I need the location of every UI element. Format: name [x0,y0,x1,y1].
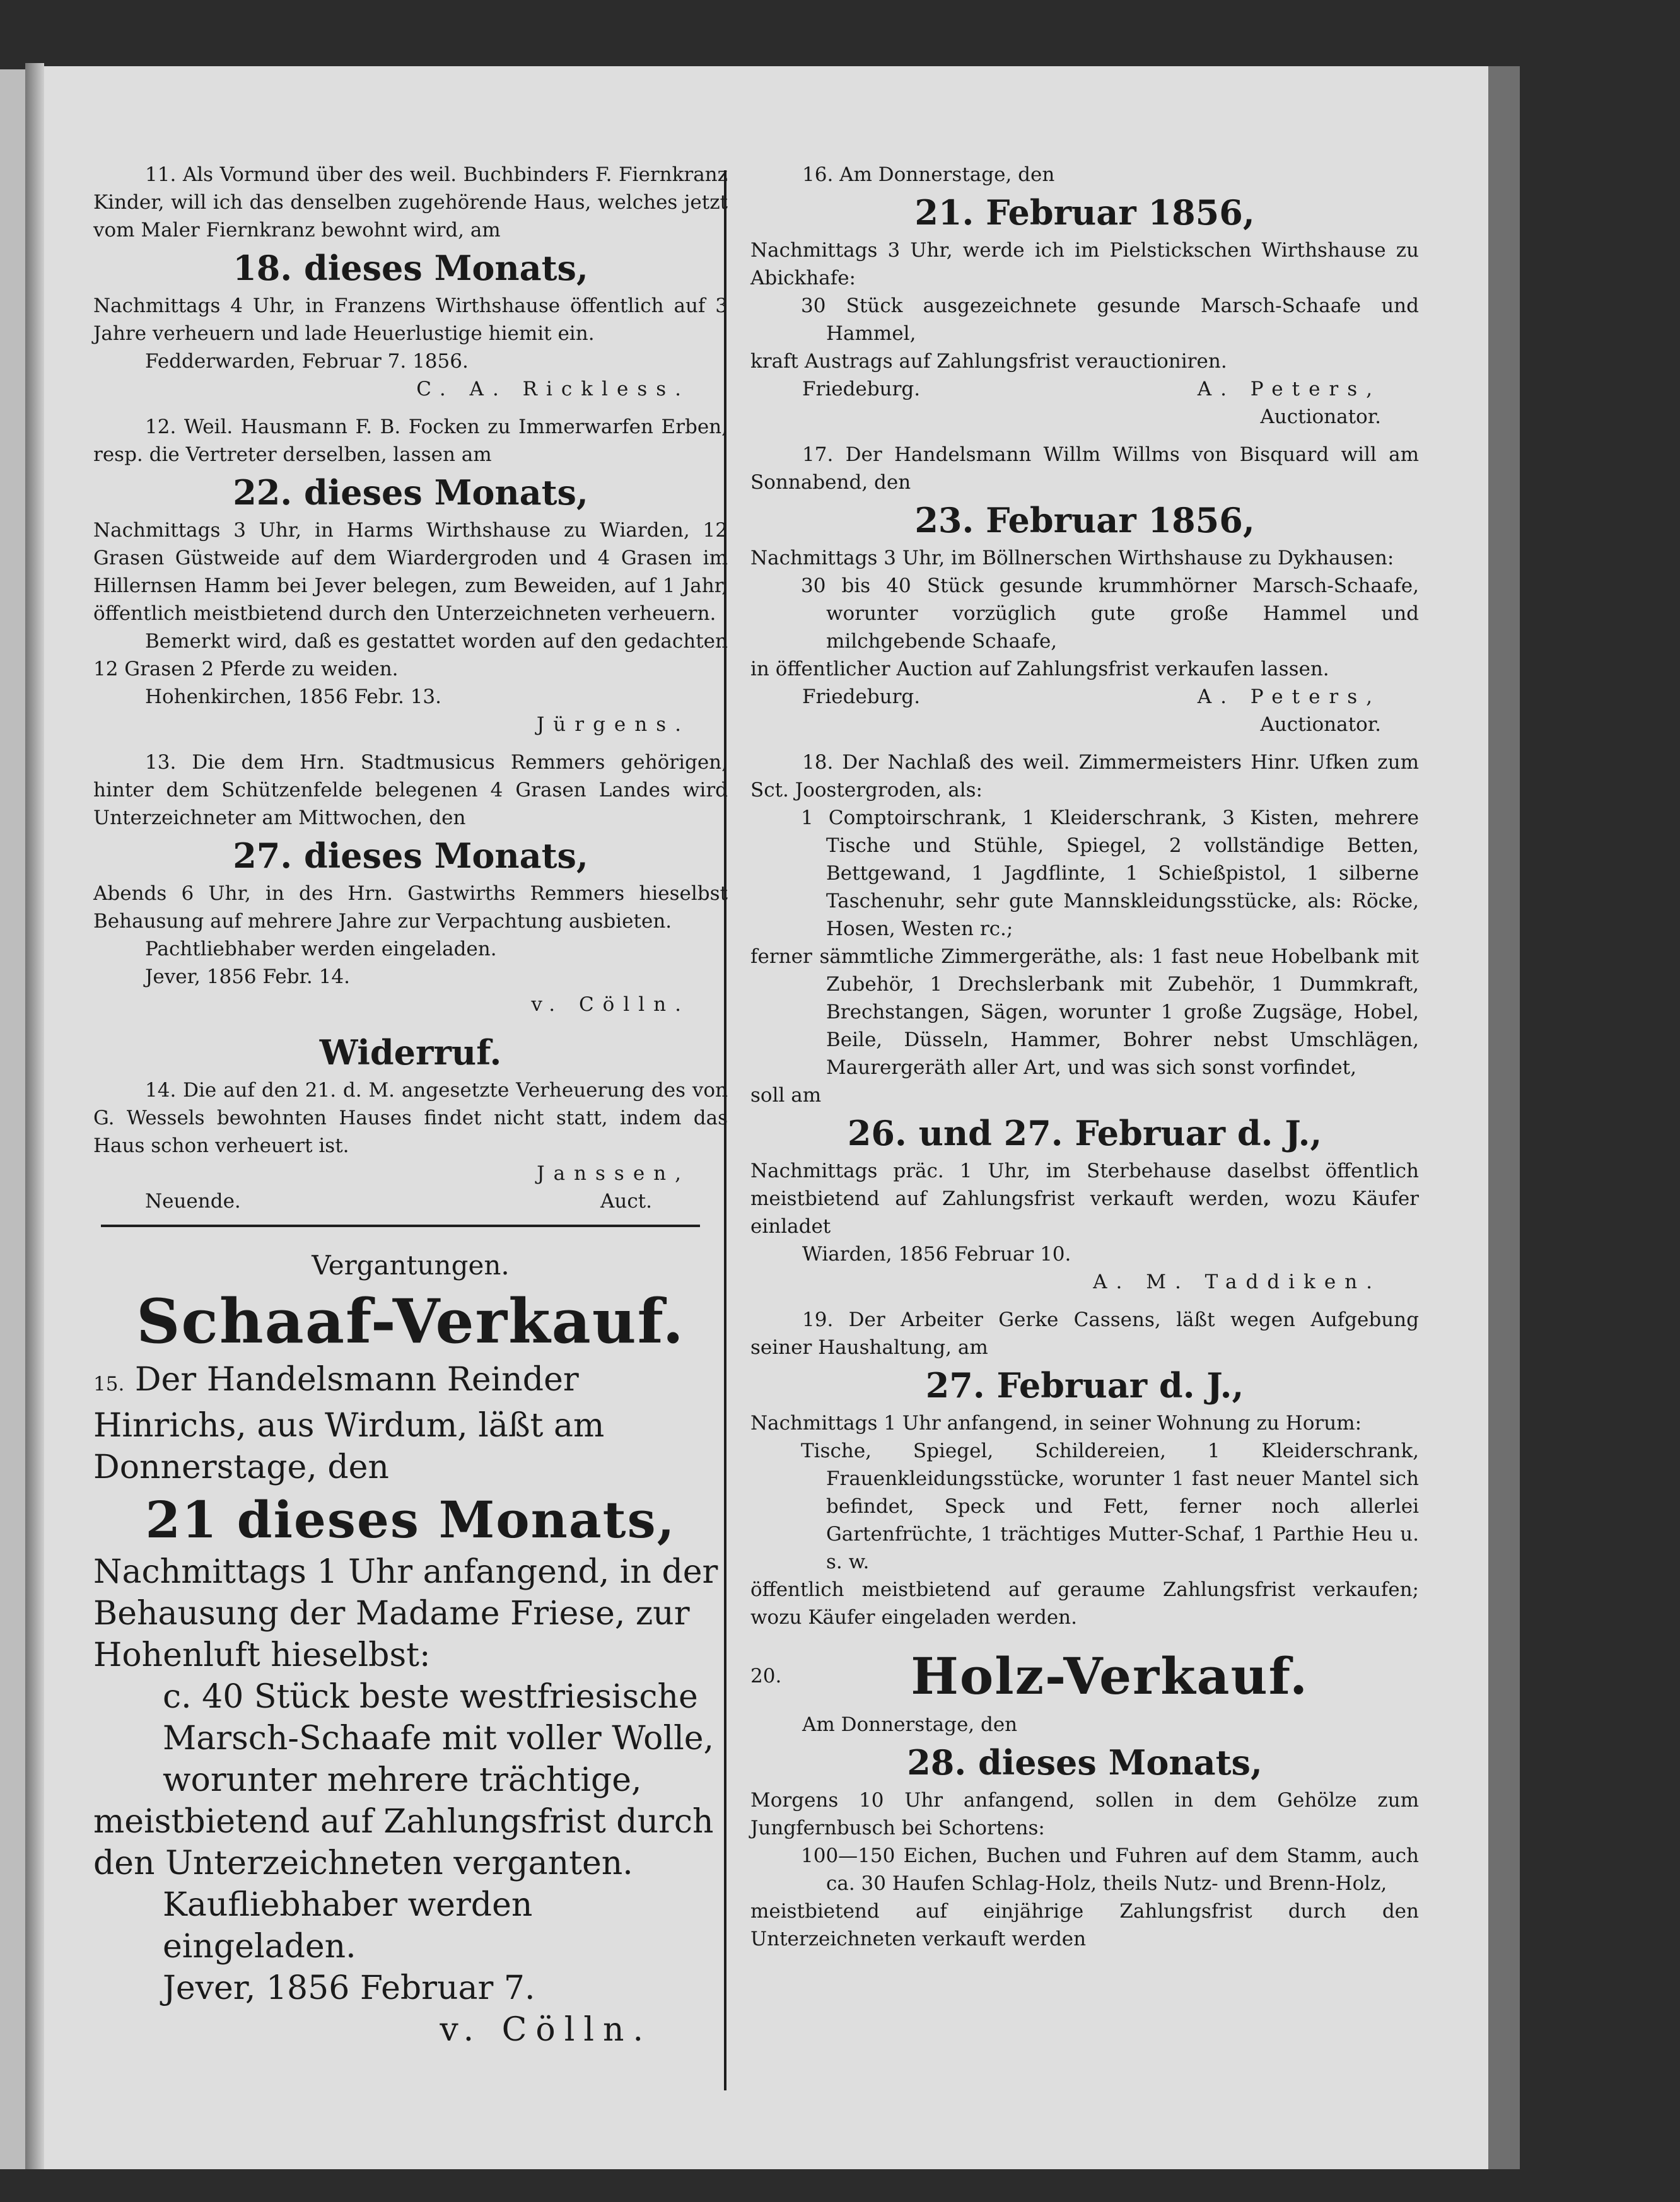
notice-16-text: 16. Am Donnerstage, den [802,163,1055,186]
right-column [750,161,1419,1953]
notice-17-footer [750,683,1419,711]
notice-19-text: 19. Der Arbeiter Gerke Cassens, läßt wegen Aufgebung seiner Haushaltung, am [750,1308,1419,1359]
schaaf-intro [93,1359,728,1488]
notice-12-body: Nachmittags 3 Uhr, in Harms Wirthshause zu Wiarden, 12 Grasen Güstweide auf dem Wiardergroden und 4 Grasen im Hillernsen Hamm bei Jever belegen, zum Beweiden, auf 1 Jahr, öffentlich meistbietend durch den Unterzeichneten verheuern. [93,519,728,625]
notice-12-note: Bemerkt wird, daß es gestattet worden auf den gedachten 12 Grasen 2 Pferde zu weiden. [93,630,728,680]
notice-12-signature: Jürgens. [536,713,690,736]
notice-16-date: 21. Februar 1856, [914,192,1255,233]
notice-12-text: 12. Weil. Hausmann F. B. Focken zu Immerwarfen Erben, resp. die Vertreter derselben, lassen am [93,416,728,466]
notice-18-body-2: Nachmittags präc. 1 Uhr, im Sterbehause daselbst öffentlich meistbietend auf Zahlungsfrist verkauft werden, wozu Käufer einladet [750,1160,1419,1238]
notice-11-place: Fedderwarden, Februar 7. 1856. [145,350,469,373]
notice-18-body: ferner sämmtliche Zimmergeräthe, als: 1 fast neue Hobelbank mit Zubehör, 1 Drechslerbank mit Zubehör, 1 Dummkraft, Brechstangen, Sägen, worunter 1 große Zugsäge, Hobel, Beile, Düsseln, Hammer, Bohrer nebst Umschlägen, Maurergeräth aller Art, und was sich sonst vorfindet, [750,945,1419,1079]
notice-16-signature: A. Peters, [1197,378,1381,400]
notice-20-body: Morgens 10 Uhr anfangend, sollen in dem Gehölze zum Jungfernbusch bei Schortens: [750,1789,1419,1839]
notice-17-signature: A. Peters, [1197,685,1381,708]
notice-13-date: 27. dieses Monats, [233,836,588,876]
holz-verkauf-heading: Holz-Verkauf. [911,1646,1309,1706]
schaaf-date: 21 dieses Monats, [145,1490,676,1549]
notice-11-signature: C. A. Rickless. [416,378,690,400]
notice-13-text: 13. Die dem Hrn. Stadtmusicus Remmers gehörigen, hinter dem Schützenfelde belegenen 4 Grasen Landes wird Unterzeichneter am Mittwochen, den [93,751,728,829]
notice-16-item: 30 Stück ausgezeichnete gesunde Marsch-Schaafe und Hammel, [801,294,1419,345]
schaaf-place: Jever, 1856 Februar 7. [163,1969,535,2007]
schaaf-body: Nachmittags 1 Uhr anfangend, in der Behausung der Madame Friese, zur Hohenluft hieselbst: [93,1553,718,1674]
notice-17-text: 17. Der Handelsmann Willm Willms von Bisquard will am Sonnabend, den [750,443,1419,494]
notice-19-body: Nachmittags 1 Uhr anfangend, in seiner Wohnung zu Horum: [750,1412,1362,1435]
notice-16-footer [750,375,1419,403]
notice-20-text: Am Donnerstage, den [802,1713,1018,1736]
notice-11-text: 11. Als Vormund über des weil. Buchbinders F. Fiernkranz Kinder, will ich das denselben zugehörende Haus, welches jetzt vom Maler Fiernkranz bewohnt wird, am [93,163,728,242]
notice-11-date: 18. dieses Monats, [233,248,588,288]
notice-17-place: Friedeburg. [802,685,921,708]
newspaper-page [44,66,1488,2169]
notice-17-body: Nachmittags 3 Uhr, im Böllnerschen Wirthshause zu Dykhausen: [750,547,1394,569]
notice-16-auctionator: Auctionator. [1260,405,1381,428]
book-gutter [25,63,44,2169]
notice-20-body-2: meistbietend auf einjährige Zahlungsfrist durch den Unterzeichneten verkauft werden [750,1900,1419,1950]
left-page-edge [0,69,25,2169]
schaaf-item: c. 40 Stück beste westfriesische Marsch-Schaafe mit voller Wolle, worunter mehrere trächtige, [163,1678,715,1799]
notice-19-item: Tische, Spiegel, Schildereien, 1 Kleiderschrank, Frauenkleidungsstücke, worunter 1 fast neuer Mantel sich befindet, Speck und Fett, ferner noch allerlei Gartenfrüchte, 1 trächtiges Mutter-Schaf, 1 Parthie Heu u. s. w. [801,1440,1419,1573]
page-edge [1488,66,1520,2169]
notice-17-date: 23. Februar 1856, [914,500,1255,540]
notice-18-pre: soll am [750,1084,822,1107]
schaaf-signature: v. Cölln. [440,2011,652,2049]
notice-18-date: 26. und 27. Februar d. J., [847,1113,1322,1153]
notice-16-body: Nachmittags 3 Uhr, werde ich im Pielstickschen Wirthshause zu Abickhafe: [750,239,1419,289]
notice-18-text: 18. Der Nachlaß des weil. Zimmermeisters Hinr. Ufken zum Sct. Joostergroden, als: [750,751,1419,801]
notice-17-item: 30 bis 40 Stück gesunde krummhörner Marsch-Schaafe, worunter vorzüglich gute große Hammel und milchgebende Schaafe, [801,574,1419,653]
holz-heading-row [750,1641,1419,1711]
notice-13-body: Abends 6 Uhr, in des Hrn. Gastwirths Remmers hieselbst Behausung auf mehrere Jahre zur Verpachtung ausbieten. [93,882,728,933]
vergantungen-heading: Vergantungen. [312,1250,510,1281]
left-column [93,161,728,2051]
widerruf-footer [93,1187,728,1215]
widerruf-text: 14. Die auf den 21. d. M. angesetzte Verheuerung des von G. Wessels bewohnten Hauses findet nicht statt, indem das Haus schon verheuert ist. [93,1079,728,1157]
notice-13-note: Pachtliebhaber werden eingeladen. [145,938,497,960]
widerruf-signature: Janssen, [537,1162,690,1185]
widerruf-heading: Widerruf. [319,1032,502,1073]
notice-17-body-2: in öffentlicher Auction auf Zahlungsfrist verkaufen lassen. [750,658,1329,680]
notice-19-date: 27. Februar d. J., [925,1365,1244,1406]
schaaf-intro-text: Der Handelsmann Reinder Hinrichs, aus Wirdum, läßt am Donnerstage, den [93,1361,605,1486]
notice-18-signature: A. M. Taddiken. [1093,1271,1381,1293]
notice-20-date: 28. dieses Monats, [907,1742,1263,1783]
notice-13-place: Jever, 1856 Febr. 14. [145,965,350,988]
notice-18-place: Wiarden, 1856 Februar 10. [802,1243,1071,1266]
schaaf-note: Kaufliebhaber werden eingeladen. [163,1886,533,1966]
notice-12-place: Hohenkirchen, 1856 Febr. 13. [145,685,442,708]
notice-15-number: 15. [93,1373,125,1395]
notice-12-date: 22. dieses Monats, [233,472,588,513]
widerruf-auct: Auct. [600,1190,652,1213]
notice-20-number: 20. [750,1665,782,1687]
notice-16-place: Friedeburg. [802,378,921,400]
notice-20-item: 100—150 Eichen, Buchen und Fuhren auf dem Stamm, auch ca. 30 Haufen Schlag-Holz, theils Nutz- und Brenn-Holz, [801,1844,1419,1895]
widerruf-place: Neuende. [145,1190,241,1213]
notice-16-body-2: kraft Austrags auf Zahlungsfrist verauctioniren. [750,350,1227,373]
schaaf-verkauf-heading: Schaaf-Verkauf. [136,1286,685,1357]
notice-19-body-2: öffentlich meistbietend auf geraume Zahlungsfrist verkaufen; wozu Käufer eingeladen werden. [750,1578,1419,1629]
notice-13-signature: v. Cölln. [531,993,690,1016]
notice-11-body: Nachmittags 4 Uhr, in Franzens Wirthshause öffentlich auf 3 Jahre verheuern und lade Heuerlustige hiemit ein. [93,294,728,345]
notice-17-auctionator: Auctionator. [1260,713,1381,736]
notice-18-item: 1 Comptoirschrank, 1 Kleiderschrank, 3 Kisten, mehrere Tische und Stühle, Spiegel, 2 vollständige Betten, Bettgewand, 1 Jagdflinte, 1 Schießpistol, 1 silberne Taschenuhr, sehr gute Mannskleidungsstücke, als: Röcke, Hosen, Westen rc.; [801,807,1419,940]
schaaf-body-2: meistbietend auf Zahlungsfrist durch den Unterzeichneten verganten. [93,1803,714,1882]
